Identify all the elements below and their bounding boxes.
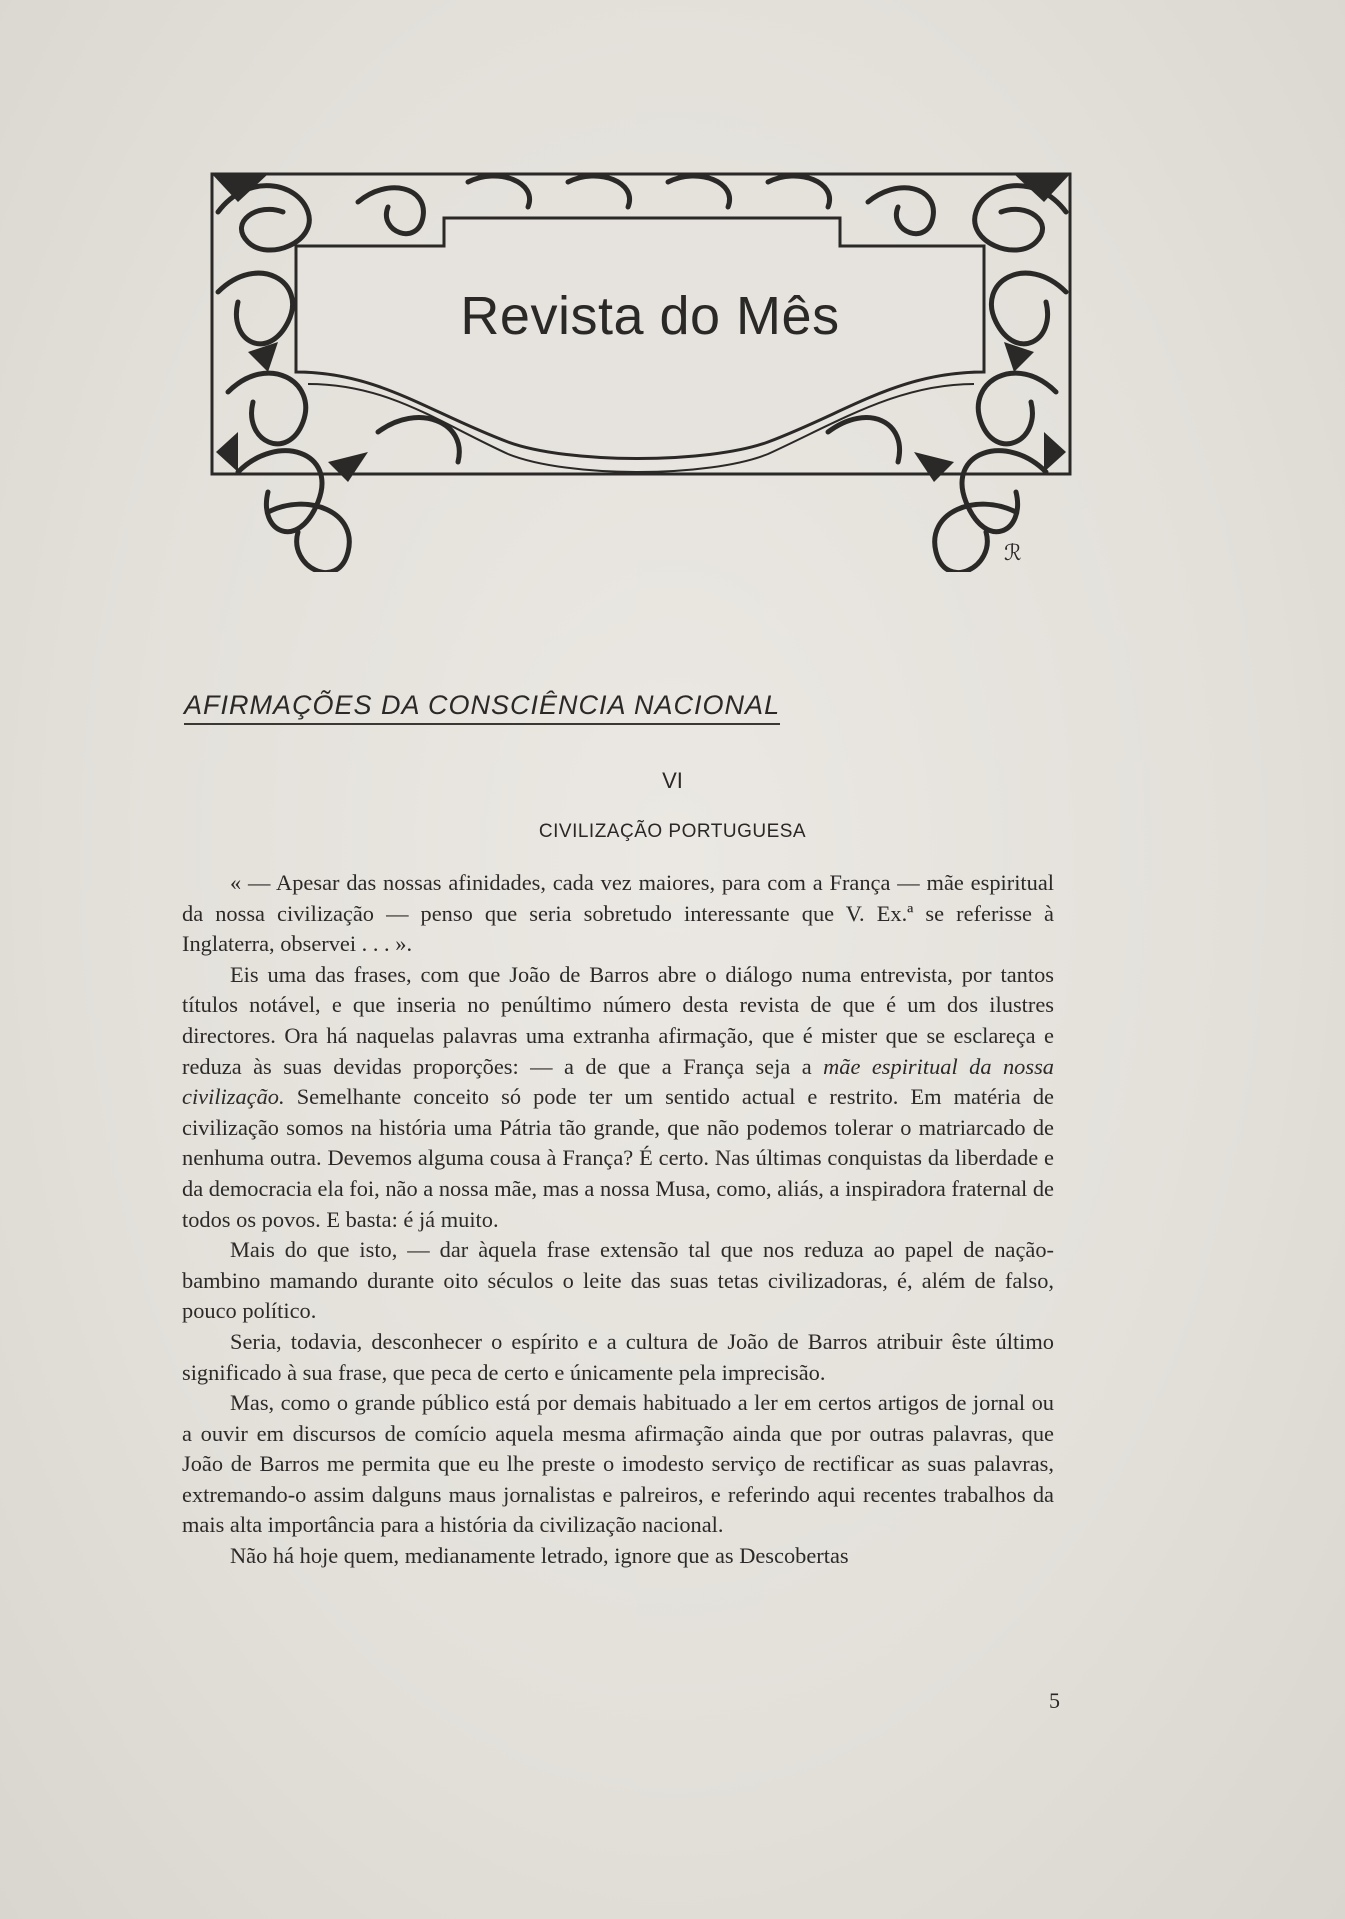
- masthead-title: Revista do Mês: [460, 286, 840, 346]
- paragraph: [182, 960, 1054, 1235]
- paragraph: « — Apesar das nossas afinidades, cada vez maiores, para com a França — mãe espiritual da nossa civilização — penso que seria sobretudo interessante que V. Ex.ª se referisse à Inglaterra, observei . . . ».: [182, 870, 1054, 957]
- masthead-ornament: [208, 172, 1076, 572]
- paragraph-text: Semelhante conceito só pode ter um sentido actual e restrito. Em matéria de civilização somos na história uma Pátria tão grande, que não podemos tolerar o matriarcado de nenhuma outra. Devemos alguma cousa à França? É certo. Nas últimas conquistas da liberdade e da democracia ela foi, não a nossa mãe, mas a nossa Musa, como, aliás, a inspiradora fraternal de todos os povos. E basta: é já muito.: [182, 1084, 1054, 1232]
- article-body: [182, 868, 1054, 1572]
- svg-text:ℛ: ℛ: [1004, 540, 1022, 565]
- article-subtitle: CIVILIZAÇÃO PORTUGUESA: [538, 821, 807, 842]
- paragraph: Não há hoje quem, medianamente letrado, ignore que as Descobertas: [230, 1543, 849, 1569]
- paragraph: Mas, como o grande público está por demais habituado a ler em certos artigos de jornal ou a ouvir em discursos de comício aquela mesma afirmação ainda que por outras palavras, que João de Barros me permita que eu lhe preste o imodesto serviço de rectificar as suas palavras, extremando-o assim dalguns maus jornalistas e palreiros, e referindo aqui recentes trabalhos da mais alta importância para a história da civilização nacional.: [182, 1390, 1054, 1538]
- section-title: AFIRMAÇÕES DA CONSCIÊNCIA NACIONAL: [184, 690, 780, 725]
- paragraph: Seria, todavia, desconhecer o espírito e a cultura de João de Barros atribuir êste último significado à sua frase, que peca de certo e únicamente pela imprecisão.: [182, 1328, 1054, 1385]
- part-number: VI: [662, 768, 683, 793]
- paragraph: Mais do que isto, — dar àquela frase extensão tal que nos reduza ao papel de nação-bambino mamando durante oito séculos o leite das suas tetas civilizadoras, é, além de falso, pouco político.: [182, 1237, 1054, 1324]
- paragraph-text: Eis uma das frases, com que João de Barros abre o diálogo numa entrevista, por tantos títulos notável, e que inseria no penúltimo número desta revista de que é um dos ilustres directores. Ora há naquelas palavras uma extranha afirmação, que é mister que se esclareça e reduza às suas devidas proporções: — a de que a França seja a: [182, 961, 1054, 1079]
- emphasis-text: mãe espiritual da nossa civilização.: [182, 1053, 1054, 1110]
- page-number: 5: [1049, 1688, 1060, 1713]
